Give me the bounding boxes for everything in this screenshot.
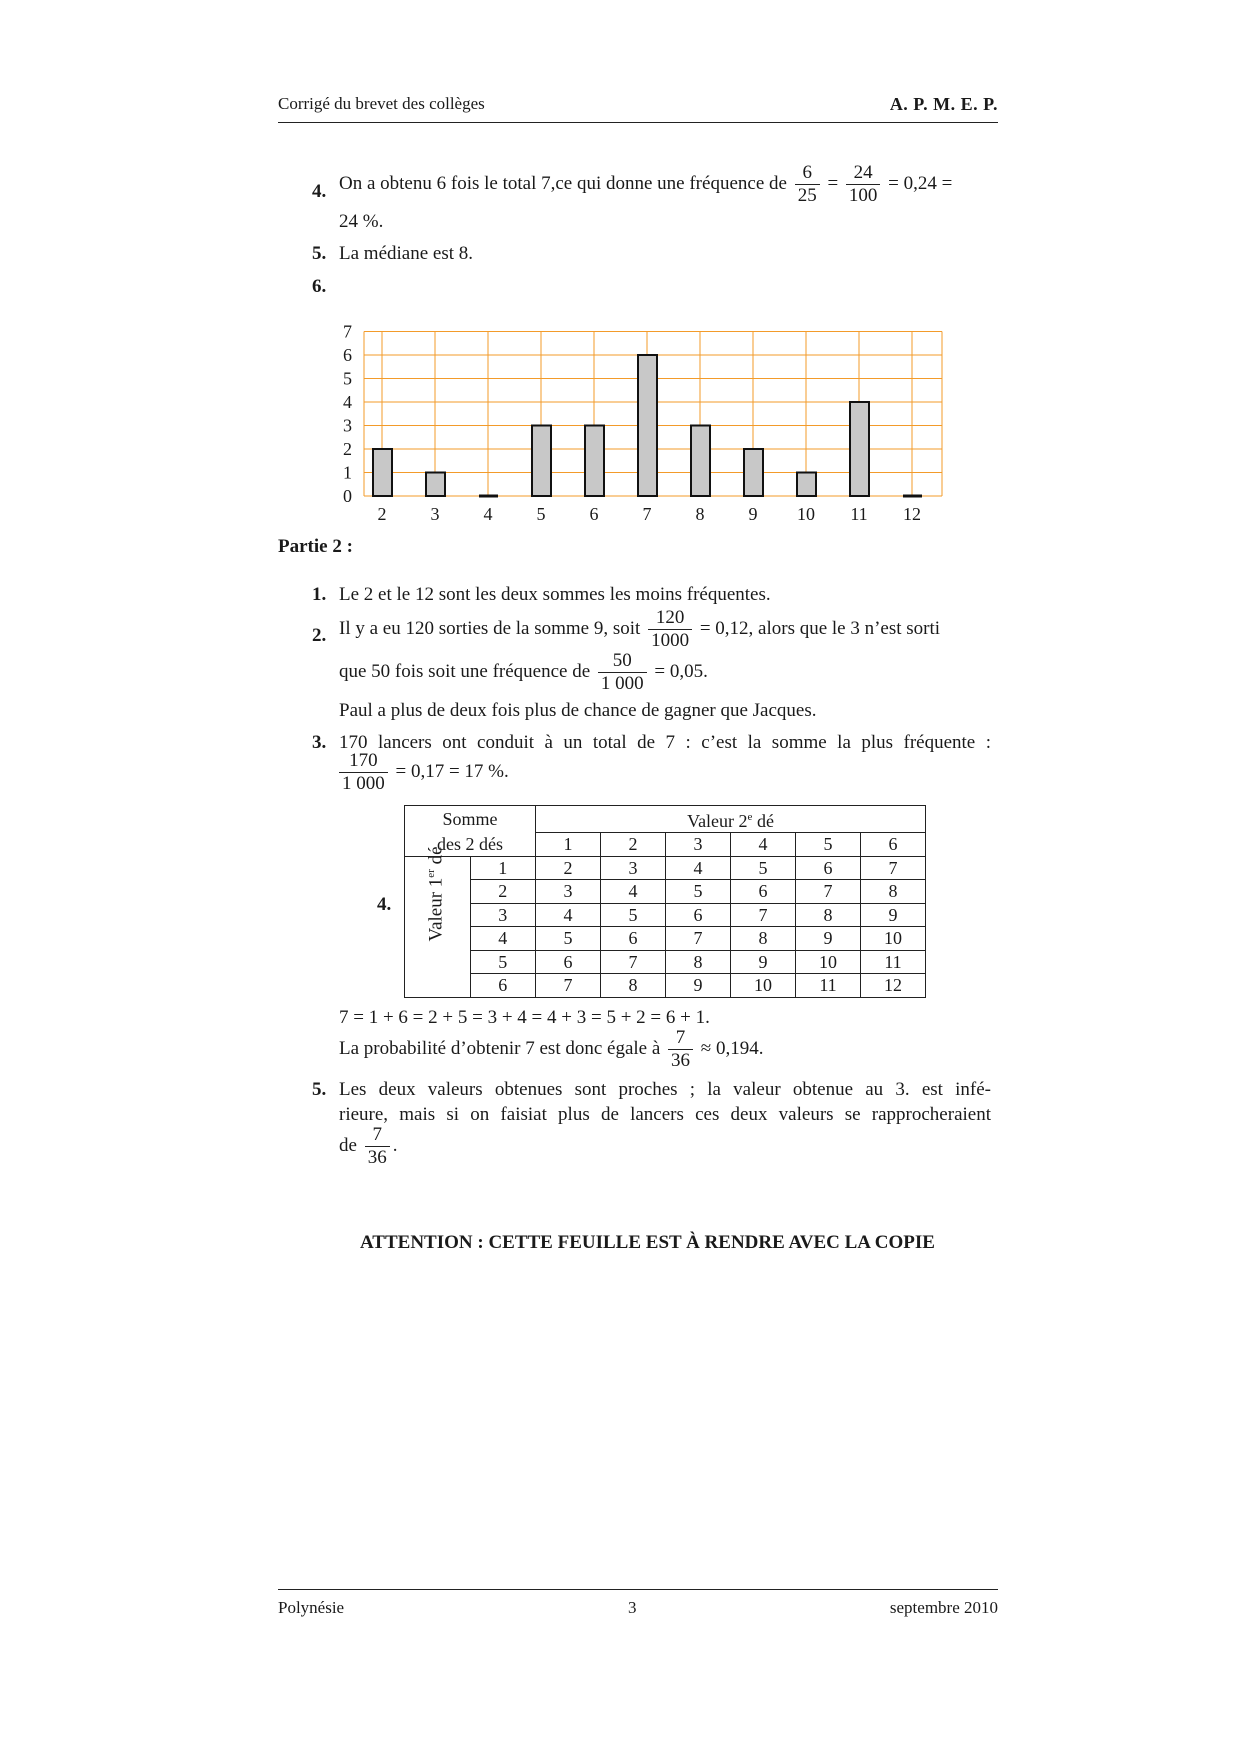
- q4-eq1: =: [827, 172, 839, 194]
- footer-date: septembre 2010: [889, 1598, 998, 1617]
- p2-q2-fraction-2: $\frac{50}{1 000}$: [598, 651, 647, 694]
- x-tick-label: 3: [430, 504, 440, 524]
- y-tick-label: 2: [343, 439, 352, 459]
- bar: [479, 495, 498, 498]
- p2-q5-number: 5.: [312, 1079, 327, 1100]
- p2-q2-line2: [339, 651, 708, 694]
- header-title: Corrigé du brevet des collèges: [278, 94, 485, 113]
- p2-q2-text-d: = 0,05.: [654, 660, 708, 682]
- p2-q2-text-b: = 0,12, alors que le 3 n’est sorti: [699, 617, 941, 639]
- q4-fraction-2: $\frac{24}{100}$: [846, 163, 881, 206]
- bar: [850, 402, 869, 496]
- q4-text-a: On a obtenu 6 fois le total 7,ce qui donne une fréquence de: [339, 172, 787, 194]
- y-tick-label: 1: [343, 462, 352, 483]
- p2-q2-number: 2.: [312, 625, 327, 646]
- p2-q3-text-b: = 0,17 = 17 %.: [395, 760, 509, 782]
- p2-q3-fraction: $\frac{170}{1 000}$: [339, 751, 388, 794]
- y-tick-label: 7: [343, 321, 352, 342]
- table-row: 5 6 7 8 9 10 11: [405, 950, 926, 974]
- table-corner-2: des 2 dés: [405, 833, 536, 857]
- bar: [373, 449, 392, 496]
- q4-line2: 24 %.: [339, 211, 384, 232]
- col-label: 4: [731, 833, 796, 857]
- p2-q2-fraction-1: $\frac{120}{1000}$: [648, 608, 692, 651]
- q4-number: 4.: [312, 181, 327, 202]
- x-tick-label: 6: [589, 504, 599, 524]
- bar: [797, 473, 816, 497]
- p2-q5-fraction: $\frac{7}{36}$: [365, 1125, 390, 1168]
- p2-q1-text: Le 2 et le 12 sont les deux sommes les moins fréquentes.: [339, 584, 771, 605]
- page-footer: [278, 1589, 998, 1630]
- col-label: 2: [601, 833, 666, 857]
- table-row-header: Valeur 1er dé: [425, 846, 447, 942]
- footer-location: Polynésie: [278, 1598, 345, 1617]
- bar: [903, 495, 922, 498]
- y-tick-label: 0: [343, 486, 352, 506]
- q5-number: 5.: [312, 243, 327, 264]
- y-tick-label: 6: [343, 345, 352, 365]
- y-tick-label: 5: [343, 368, 352, 389]
- p2-q4-equation: 7 = 1 + 6 = 2 + 5 = 3 + 4 = 4 + 3 = 5 + 2 = 6 + 1.: [339, 1007, 710, 1028]
- p2-q2-text-a: Il y a eu 120 sorties de la somme 9, soit: [339, 617, 641, 639]
- x-tick-label: 4: [483, 504, 493, 524]
- col-label: 5: [796, 833, 861, 857]
- q5-text: La médiane est 8.: [339, 243, 474, 264]
- table-row: 3 4 5 6 7 8 9: [405, 903, 926, 927]
- dice-sum-table: [404, 805, 926, 998]
- x-tick-label: 11: [850, 504, 868, 524]
- x-tick-label: 2: [377, 504, 387, 524]
- p2-q3-number: 3.: [312, 732, 327, 753]
- p2-q2-line1: [339, 608, 940, 651]
- table-row: 6 7 8 9 10 11 12: [405, 974, 926, 998]
- x-tick-label: 5: [536, 504, 546, 524]
- col-label: 3: [666, 833, 731, 857]
- y-tick-label: 3: [343, 415, 352, 436]
- attention-note: ATTENTION : CETTE FEUILLE EST À RENDRE AVEC LA COPIE: [360, 1232, 935, 1253]
- q4-eq2: = 0,24 =: [888, 172, 953, 194]
- p2-q4-number: 4.: [377, 894, 392, 915]
- p2-q2-line3: Paul a plus de deux fois plus de chance de gagner que Jacques.: [339, 700, 817, 721]
- header-org: A. P. M. E. P.: [889, 94, 998, 114]
- p2-q5-line3: [339, 1125, 397, 1168]
- part2-title: Partie 2 :: [278, 536, 353, 557]
- p2-q1-number: 1.: [312, 584, 327, 605]
- bar: [638, 355, 657, 496]
- p2-q3-line2: [336, 751, 509, 794]
- p2-q5-line1: Les deux valeurs obtenues sont proches ; la valeur obtenue au 3. est infé-: [339, 1079, 991, 1100]
- y-tick-label: 4: [343, 392, 352, 412]
- q4-line1: [339, 163, 952, 206]
- p2-q4-prob-b: ≈ 0,194.: [700, 1037, 764, 1059]
- q4-fraction-1: $\frac{6}{25}$: [795, 163, 820, 206]
- x-tick-label: 8: [695, 504, 705, 524]
- p2-q4-probability: [339, 1028, 763, 1071]
- p2-q4-fraction: $\frac{7}{36}$: [668, 1028, 693, 1071]
- bar: [532, 426, 551, 497]
- p2-q3-line1: 170 lancers ont conduit à un total de 7 : c’est la somme la plus fréquente :: [339, 732, 991, 753]
- bar: [585, 426, 604, 497]
- x-tick-label: 10: [797, 504, 815, 524]
- bar: [691, 426, 710, 497]
- frequency-bar-chart: [330, 318, 970, 526]
- page-number: 3: [628, 1598, 637, 1617]
- table-row: 1 2 3 4 5 6 7: [405, 856, 926, 880]
- x-tick-label: 12: [903, 504, 921, 524]
- col-label: 1: [536, 833, 601, 857]
- p2-q4-prob-a: La probabilité d’obtenir 7 est donc égale à: [339, 1037, 661, 1059]
- q6-number: 6.: [312, 276, 327, 297]
- p2-q5-end: .: [392, 1134, 398, 1156]
- p2-q5-de: de: [339, 1134, 357, 1156]
- bar: [744, 449, 763, 496]
- x-tick-label: 9: [748, 504, 758, 524]
- table-corner-1: Somme: [405, 806, 536, 833]
- table-row: 4 5 6 7 8 9 10: [405, 927, 926, 951]
- table-row: 2 3 4 5 6 7 8: [405, 880, 926, 904]
- col-label: 6: [861, 833, 926, 857]
- bar: [426, 473, 445, 497]
- table-col-header: Valeur 2e dé: [536, 806, 926, 833]
- page-header: [278, 94, 998, 123]
- x-tick-label: 7: [642, 504, 652, 524]
- p2-q5-line2: rieure, mais si on faisiat plus de lancers ces deux valeurs se rapprocheraient: [339, 1104, 991, 1125]
- p2-q2-text-c: que 50 fois soit une fréquence de: [339, 660, 591, 682]
